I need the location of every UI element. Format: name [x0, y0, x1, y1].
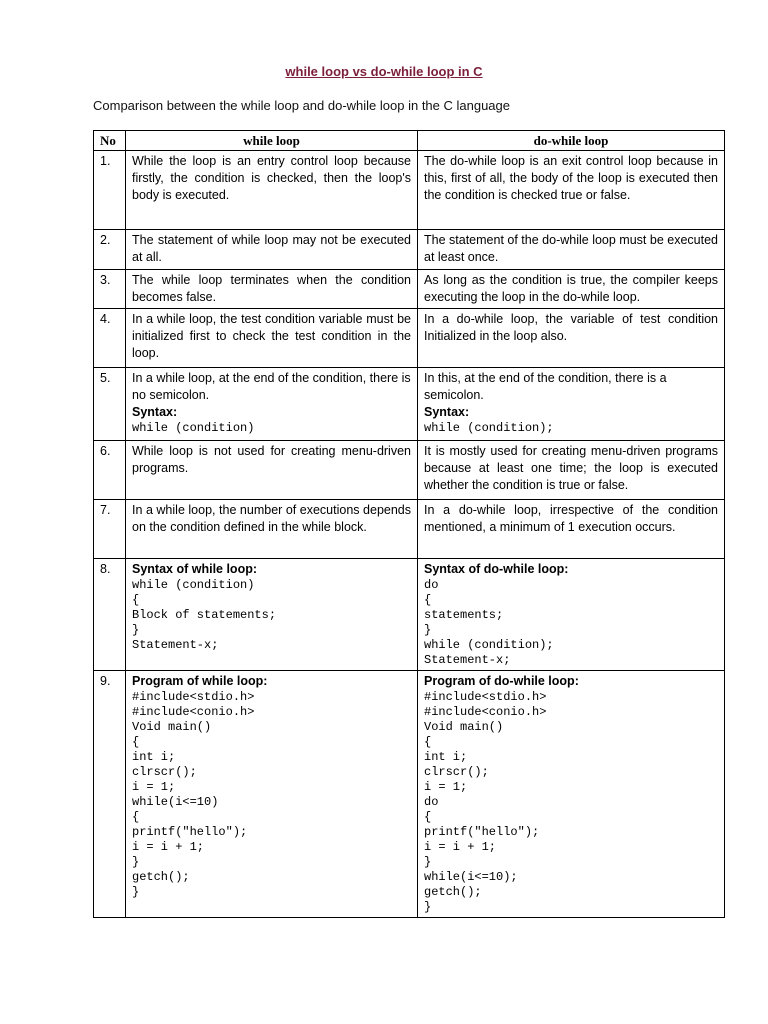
header-do-while-loop: do-while loop — [418, 131, 725, 151]
header-while-loop: while loop — [126, 131, 418, 151]
table-row — [94, 309, 725, 368]
while-cell — [126, 671, 418, 918]
table-row — [94, 500, 725, 559]
do-while-cell: The statement of the do-while loop must be executed at least once. — [418, 230, 725, 270]
while-cell — [126, 368, 418, 441]
page-subtitle: Comparison between the while loop and do-while loop in the C language — [93, 98, 510, 113]
while-cell — [126, 559, 418, 671]
table-row — [94, 368, 725, 441]
code-snippet: #include<stdio.h> #include<conio.h> Void main() { int i; clrscr(); i = 1; do { printf("hello"); i = i + 1; } while(i<=10); getch(); } — [424, 690, 547, 914]
table-row — [94, 441, 725, 500]
do-while-cell: In a do-while loop, the variable of test condition Initialized in the loop also. — [418, 309, 725, 368]
row-number: 8. — [94, 559, 126, 671]
do-while-cell: The do-while loop is an exit control loop because in this, first of all, the body of the loop is executed then the condition is checked true or false. — [418, 151, 725, 230]
code-snippet: while (condition) — [132, 421, 255, 435]
while-text: In a while loop, at the end of the condition, there is no semicolon. — [132, 371, 411, 402]
row-number: 7. — [94, 500, 126, 559]
syntax-label: Syntax: — [424, 405, 470, 419]
do-while-cell: It is mostly used for creating menu-driven programs because at least one time; the loop is executed whether the condition is true or false. — [418, 441, 725, 500]
syntax-label: Syntax of do-while loop: — [424, 562, 569, 576]
row-number: 5. — [94, 368, 126, 441]
syntax-label: Syntax of while loop: — [132, 562, 258, 576]
code-snippet: #include<stdio.h> #include<conio.h> Void main() { int i; clrscr(); i = 1; while(i<=10) { printf("hello"); i = i + 1; } getch(); } — [132, 690, 255, 899]
do-while-cell — [418, 559, 725, 671]
do-while-text: In this, at the end of the condition, there is a semicolon. — [424, 371, 667, 402]
code-snippet: while (condition) { Block of statements; } Statement-x; — [132, 578, 277, 652]
do-while-cell — [418, 368, 725, 441]
program-label: Program of do-while loop: — [424, 674, 579, 688]
row-number: 3. — [94, 270, 126, 309]
table-row — [94, 151, 725, 230]
do-while-cell: As long as the condition is true, the compiler keeps executing the loop in the do-while loop. — [418, 270, 725, 309]
page-title: while loop vs do-while loop in C — [285, 64, 483, 79]
while-cell: While the loop is an entry control loop because firstly, the condition is checked, then the loop's body is executed. — [126, 151, 418, 230]
table-row — [94, 270, 725, 309]
while-cell: In a while loop, the test condition variable must be initialized first to check the test condition in the loop. — [126, 309, 418, 368]
code-snippet: while (condition); — [424, 421, 554, 435]
while-cell: While loop is not used for creating menu-driven programs. — [126, 441, 418, 500]
while-cell: In a while loop, the number of executions depends on the condition defined in the while block. — [126, 500, 418, 559]
while-cell: The while loop terminates when the condition becomes false. — [126, 270, 418, 309]
comparison-table — [93, 130, 725, 918]
row-number: 2. — [94, 230, 126, 270]
do-while-cell — [418, 671, 725, 918]
table-row — [94, 559, 725, 671]
header-no: No — [94, 131, 126, 151]
table-row — [94, 671, 725, 918]
program-label: Program of while loop: — [132, 674, 268, 688]
row-number: 9. — [94, 671, 126, 918]
row-number: 4. — [94, 309, 126, 368]
do-while-cell: In a do-while loop, irrespective of the condition mentioned, a minimum of 1 execution occurs. — [418, 500, 725, 559]
row-number: 6. — [94, 441, 126, 500]
code-snippet: do { statements; } while (condition); Statement-x; — [424, 578, 554, 667]
table-header-row — [94, 131, 725, 151]
syntax-label: Syntax: — [132, 405, 178, 419]
while-cell: The statement of while loop may not be executed at all. — [126, 230, 418, 270]
table-row — [94, 230, 725, 270]
row-number: 1. — [94, 151, 126, 230]
